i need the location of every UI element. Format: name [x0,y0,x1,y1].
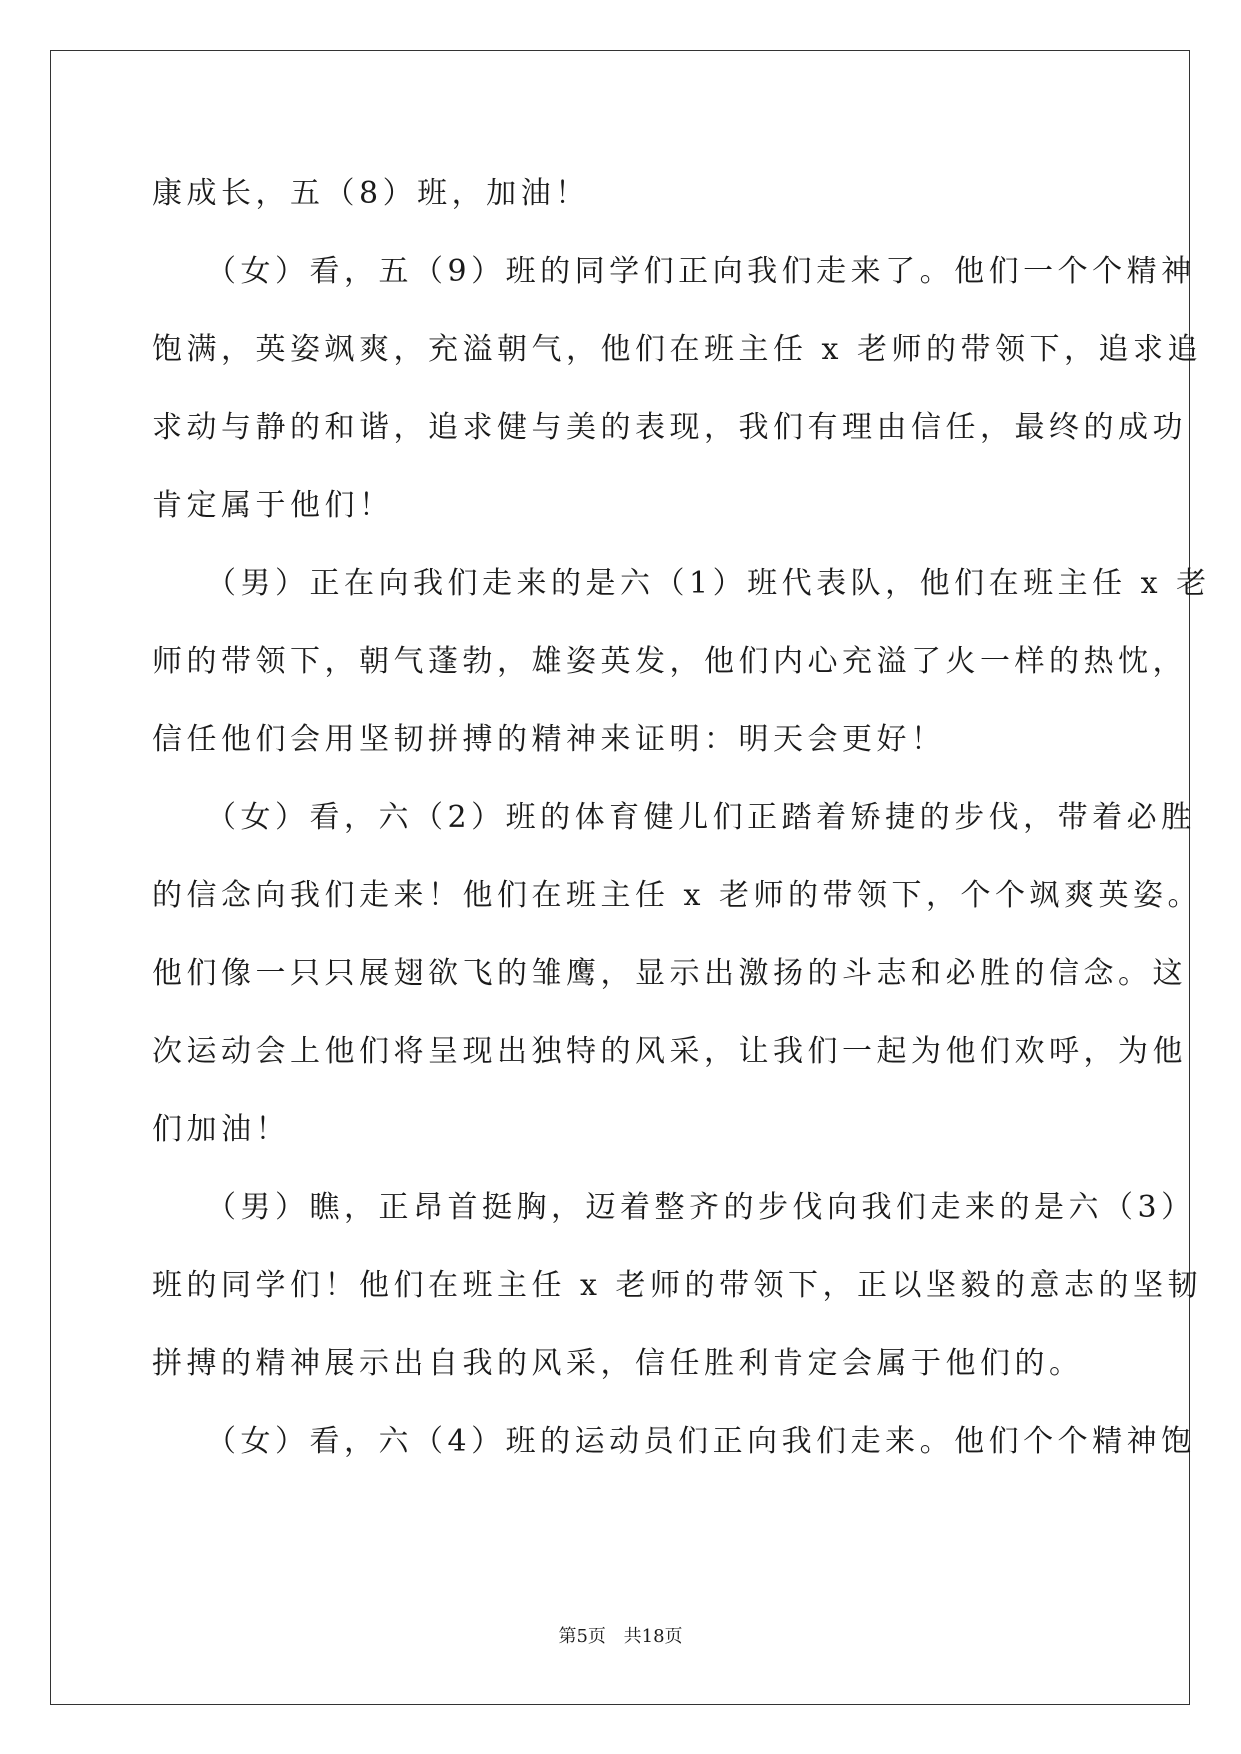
page-number: 第5页 [558,1626,606,1647]
page-footer [0,1622,1241,1648]
text-line: 次运动会上他们将呈现出独特的风采，让我们一起为他们欢呼，为他 [152,1034,1187,1069]
text-line: 的信念向我们走来！他们在班主任 x 老师的带领下，个个飒爽英姿。 [152,878,1202,913]
text-line: 师的带领下，朝气蓬勃，雄姿英发，他们内心充溢了火一样的热忱， [152,644,1187,679]
text-line: 他们像一只只展翅欲飞的雏鹰，显示出激扬的斗志和必胜的信念。这 [152,956,1187,991]
text-line: 信任他们会用坚韧拼搏的精神来证明：明天会更好！ [152,722,946,757]
document-body [152,155,1211,1481]
text-line: （男）瞧，正昂首挺胸，迈着整齐的步伐向我们走来的是六（3） [152,1190,1196,1225]
text-line: 肯定属于他们！ [152,488,394,523]
text-line: 们加油！ [152,1112,290,1147]
text-line: 饱满，英姿飒爽，充溢朝气，他们在班主任 x 老师的带领下，追求追 [152,332,1202,367]
text-line: 班的同学们！他们在班主任 x 老师的带领下，正以坚毅的意志的坚韧 [152,1268,1202,1303]
page-total: 共18页 [623,1626,683,1647]
text-line: （男）正在向我们走来的是六（1）班代表队，他们在班主任 x 老 [152,566,1211,601]
text-line: 康成长，五（8）班，加油！ [152,176,590,211]
text-line: （女）看，五（9）班的同学们正向我们走来了。他们一个个精神 [152,254,1196,289]
text-line: （女）看，六（4）班的运动员们正向我们走来。他们个个精神饱 [152,1424,1196,1459]
text-line: 求动与静的和谐，追求健与美的表现，我们有理由信任，最终的成功 [152,410,1187,445]
text-line: 拼搏的精神展示出自我的风采，信任胜利肯定会属于他们的。 [152,1346,1084,1381]
text-line: （女）看，六（2）班的体育健儿们正踏着矫捷的步伐，带着必胜 [152,800,1196,835]
